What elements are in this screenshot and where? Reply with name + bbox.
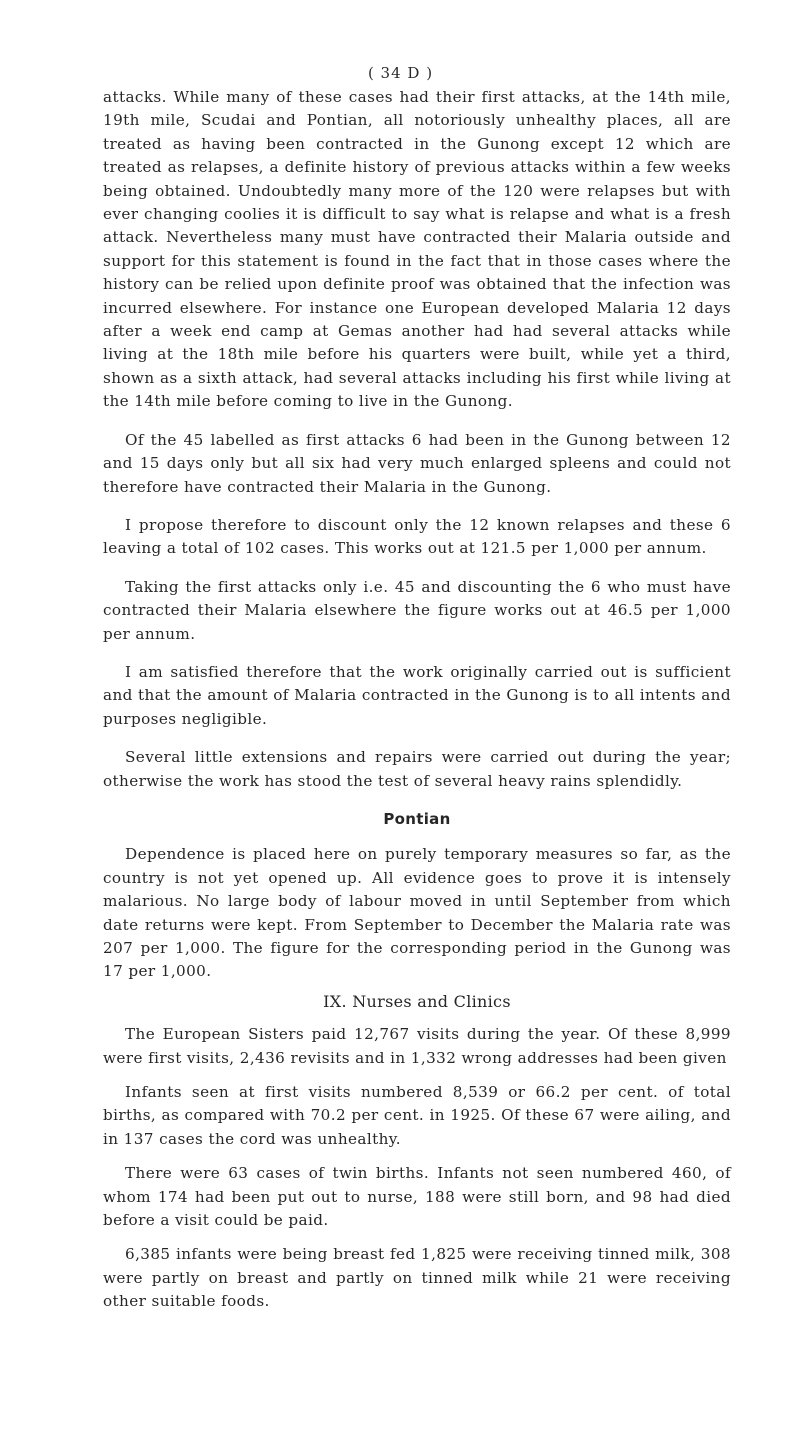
page-number: ( 34 D ) [367, 64, 434, 82]
paragraph-first-attacks: Of the 45 labelled as first attacks 6 had been in the Gunong between 12 and 15 days only but all six had very much enlarged spleens and could not therefore have contracted their Malaria in the Gunong. [103, 430, 731, 496]
page-body [103, 86, 731, 1325]
paragraph-first-attacks-rate: Taking the first attacks only i.e. 45 and discounting the 6 who must have contracted their Malaria elsewhere the figure works out at 46.5 per 1,000 per annum. [103, 577, 731, 643]
heading-pontian: Pontian [383, 809, 451, 828]
paragraph-extensions-repairs: Several little extensions and repairs were carried out during the year; otherwise the work has stood the test of several heavy rains splendidly. [103, 748, 731, 790]
nurses-section [103, 1023, 731, 1313]
paragraph-infants-first-visits: Infants seen at first visits numbered 8,539 or 66.2 per cent. of total births, as compared with 70.2 per cent. in 1925. Of these 67 were ailing, and in 137 cases the cord was unhealthy. [103, 1083, 731, 1148]
paragraph-feeding: 6,385 infants were being breast fed 1,825 were receiving tinned milk, 308 were partly on breast and partly on tinned milk while 21 were receiving other suitable foods. [103, 1245, 731, 1311]
paragraph-work-sufficient: I am satisfied therefore that the work originally carried out is sufficient and that the amount of Malaria contracted in the Gunong is to all intents and purposes negligible. [103, 662, 731, 728]
paragraph-discount-relapses: I propose therefore to discount only the 12 known relapses and these 6 leaving a total of 102 cases. This works out at 121.5 per 1,000 per annum. [103, 515, 731, 558]
heading-nurses-and-clinics: IX. Nurses and Clinics [323, 991, 511, 1011]
paragraph-malaria-attacks: attacks. While many of these cases had their first attacks, at the 14th mile, 19th mile, Scudai and Pontian, all notoriously unhealthy places, all are treated as having been contracted in the Gunong except 12 which are treated as relapses, a definite history of previous attacks within a few weeks being obtained. Undoubtedly many more of the 120 were relapses but with ever changing coolies it is difficult to say what is relapse and what is a fresh attack. Nevertheless many must have contracted their Malaria outside and support for this statement is found in the fact that in those cases where the history can be relied upon definite proof was obtained that the infection was incurred elsewhere. For instance one European developed Malaria 12 days after a week end camp at Gemas another had had several attacks while living at the 18th mile before his quarters were built, while yet a third, shown as a sixth attack, had several attacks including his first while living at the 14th mile before coming to live in the Gunong. [103, 88, 731, 411]
paragraph-twin-births: There were 63 cases of twin births. Infants not seen numbered 460, of whom 174 had been put out to nurse, 188 were still born, and 98 had died before a visit could be paid. [103, 1164, 731, 1230]
paragraph-sister-visits: The European Sisters paid 12,767 visits during the year. Of these 8,999 were first visits, 2,436 revisits and in 1,332 wrong addresses had been given [103, 1025, 731, 1067]
paragraph-pontian: Dependence is placed here on purely temporary measures so far, as the country is not yet opened up. All evidence goes to prove it is intensely malarious. No large body of labour moved in until September from which date returns were kept. From September to December the Malaria rate was 207 per 1,000. The figure for the corresponding period in the Gunong was 17 per 1,000. [103, 845, 731, 981]
